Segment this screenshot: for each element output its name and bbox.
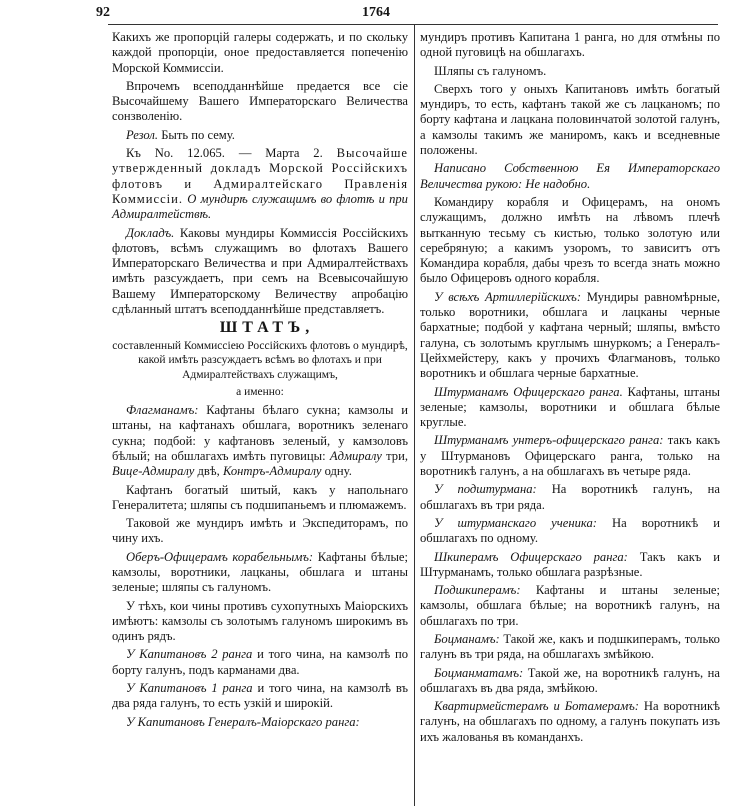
entry-label: Адмиралу xyxy=(329,448,382,463)
paragraph: Командиру корабля и Офицерамъ, на ономъ служащимъ, должно имѣть на лѣвомъ плечѣ вытканную тесьму съ кистью, только золотую или серебряную; а какимъ узоромъ, то зависитъ отъ Командира корабля, дабы чрезъ то всегда знать можно было Офицеровъ одного корабля. xyxy=(420,194,720,286)
entry-label: Оберъ-Офицерамъ корабельнымъ: xyxy=(126,549,314,564)
entry-artill xyxy=(420,290,720,382)
entry-kap2 xyxy=(112,647,408,678)
entry-genmaj xyxy=(112,715,408,730)
entry-uchenik xyxy=(420,516,720,547)
entry-text: Такой же, какъ и подшкиперамъ, только галунъ въ три ряда, на обшлагахъ змѣйкою. xyxy=(420,631,720,662)
entry-label: Вице-Адмиралу xyxy=(112,464,195,479)
entry-label: Квартирмейстерамъ и Ботамерамъ: xyxy=(434,699,639,714)
entry-flagmans xyxy=(112,403,408,479)
shtat-heading: ШТАТЪ, xyxy=(219,319,315,337)
report xyxy=(112,226,408,318)
decree-subject: О мундирѣ служащимъ во флотѣ и при Адмиралтействѣ. xyxy=(112,191,408,222)
paragraph: Таковой же мундиръ имѣть и Экспедиторамъ, по чину ихъ. xyxy=(112,516,408,546)
entry-kvartir xyxy=(420,699,720,745)
entry-label: Флагманамъ: xyxy=(126,403,199,418)
handwritten-note: Написано Собственною Ея Императорскаго Величества рукою: Не надобно. xyxy=(420,161,720,191)
column-divider xyxy=(414,24,415,806)
entry-shturm-off xyxy=(420,385,720,431)
entry-label: Шкиперамъ Офицерскаго ранга: xyxy=(434,549,628,564)
decree-prefix: Къ No. 12.065. — Марта 2. xyxy=(126,146,323,161)
entry-text: Мундиры равномѣрные, только воротники, обшлага и лацканы черные бархатные; подбой у кафтана черный; шляпы, вмѣсто галуна, съ золотымъ круглымъ шнуркомъ; а Генералъ-Цейхмейстеру, какъ у прочихъ Флагмановъ, только воротникъ и обшлага черные бархатные. xyxy=(420,289,720,381)
paragraph: Кафтанъ богатый шитый, какъ у напольнаго Генералитета; шляпы съ подшипаньемъ и плюмажемъ. xyxy=(112,482,408,512)
paragraph: Шляпы съ галуномъ. xyxy=(434,63,547,78)
paragraph: Сверхъ того у оныхъ Капитановъ имѣть богатый мундиръ, то есть, кафтанъ такой же съ лацканомъ; по борту кафтана и лацкана половинчатой золотой галунъ, а камзолы такимъ же маниромъ, какъ и вседневные положены. xyxy=(420,81,720,158)
entry-text: На воротникѣ галунъ, на обшлагахъ по одному, а галунъ покупать изъ ихъ жалованья въ команданхъ. xyxy=(420,699,720,744)
entry-label: Штурманамъ унтеръ-офицерскаго ранга: xyxy=(434,433,664,448)
entry-text: Кафтаны, штаны зеленые; камзолы, воротники и обшлага бѣлые круглые. xyxy=(420,384,720,430)
entry-label: У подштурмана: xyxy=(434,482,537,497)
entry-label: У всѣхъ Артиллерійскихъ: xyxy=(434,289,582,304)
entry-text: такъ какъ у Штурмановъ Офицерскаго ранга, только на воротникѣ галунъ, а на обшлагахъ въ четыре ряда. xyxy=(420,433,720,479)
entry-text: и того чина, на камзолѣ по борту галунъ, подъ карманами два. xyxy=(112,647,409,677)
paragraph: мундиръ противъ Капитана 1 ранга, но для отмѣны по одной пуговицѣ на обшлагахъ. xyxy=(420,30,720,60)
entry-label: Штурманамъ Офицерскаго ранга. xyxy=(434,384,623,399)
header-rule xyxy=(108,24,718,25)
entry-text: Кафтаны бѣлаго сукна; камзолы и штаны, на кафтанахъ обшлага, воротникъ зеленаго сукна; подбой: у кафтановъ зеленый, у камзоловъ бѣлый; на обшлагахъ имѣть пуговицы: xyxy=(112,403,408,463)
entry-text: Такъ какъ и Штурманамъ, только обшлага разрѣзные. xyxy=(420,549,720,579)
resolution xyxy=(112,128,408,143)
entry-text: На воротникѣ галунъ, на обшлагахъ въ три ряда. xyxy=(420,482,720,512)
entry-kap1 xyxy=(112,681,408,712)
entry-label: Контръ-Адмиралу xyxy=(222,464,322,479)
entry-podshkip xyxy=(420,583,720,629)
entry-text: На воротникѣ и обшлагахъ по одному. xyxy=(420,515,720,546)
entry-shturm-unt xyxy=(420,433,720,479)
decree-heading xyxy=(112,146,408,222)
entry-label: Подшкиперамъ: xyxy=(434,583,521,598)
entry-label: У Капитановъ 2 ранга xyxy=(126,647,253,662)
report-text: Каковы мундиры Коммиссія Россійскихъ флотовъ, всѣмъ служащимъ во флотахъ Вашего Императорскаго Величества и при Адмиралтействахъ имѣть разсуждаетъ, при семъ на Всевысочайшую Вашему Императорскому Величеству апробацію сдѣланный штатъ всеподданнѣйше представляетъ. xyxy=(112,225,408,317)
resolution-text: Быть по сему. xyxy=(161,127,235,142)
entry-ober xyxy=(112,550,408,596)
entry-label: У штурманскаго ученика: xyxy=(434,515,597,530)
paragraph: Впрочемъ всеподданнѣйше предается все сіе Высочайшему Вашего Императорскаго Величества сонзволенію. xyxy=(112,78,408,124)
entry-label: У Капитановъ 1 ранга xyxy=(126,681,253,696)
entry-botsman xyxy=(420,632,720,663)
report-label: Докладъ. xyxy=(126,225,175,240)
right-column xyxy=(420,30,720,748)
resolution-label: Резол. xyxy=(126,127,159,142)
entry-text: Кафтаны и штаны зеленые; камзолы, обшлага бѣлые; на воротникѣ галунъ, на обшлагахъ по три. xyxy=(420,583,720,628)
entry-botsmanmat xyxy=(420,666,720,697)
entry-text: три, xyxy=(386,448,408,463)
shtat-namely: а именно: xyxy=(236,386,284,399)
entry-text: Такой же, на воротникѣ галунъ, на обшлагахъ въ два ряда, змѣйкою. xyxy=(420,665,721,695)
shtat-subtitle: составленный Коммиссіею Россійскихъ флотовъ о мундирѣ, какой имѣть разсуждаетъ всѣмъ во флотахъ и при Адмиралтействахъ служащимъ, xyxy=(112,339,408,381)
entry-label: Боцманамъ: xyxy=(434,631,500,646)
entry-podshturm xyxy=(420,482,720,513)
entry-label: Боцманматамъ: xyxy=(434,665,524,680)
decree-title: Высочайше утвержденный докладъ Морской Россійскихъ флотовъ и Адмиралтейскаго Правленія Коммиссіи. xyxy=(112,146,408,206)
page-number: 92 xyxy=(96,5,110,20)
entry-text: Кафтаны бѣлые; камзолы, воротники, лацканы, обшлага и штаны зеленые; шляпы съ галуномъ. xyxy=(112,549,408,595)
entry-text: и того чина, на камзолѣ въ два ряда галунъ, то есть узкій и широкій. xyxy=(112,681,409,711)
left-column xyxy=(112,30,408,733)
year-heading: 1764 xyxy=(362,5,390,20)
paragraph: У тѣхъ, кои чины противъ сухопутныхъ Маіорскихъ имѣютъ: камзолы съ золотымъ галуномъ широкимъ въ одинъ рядъ. xyxy=(112,598,408,644)
paragraph: Какихъ же пропорцій галеры содержать, и по скольку каждой пропорціи, оное предоставляется попеченію Морской Коммиссіи. xyxy=(112,30,408,75)
entry-text: одну. xyxy=(324,464,352,479)
entry-text: двѣ, xyxy=(197,464,220,479)
entry-shkip xyxy=(420,550,720,581)
entry-label: У Капитановъ Генералъ-Маіорскаго ранга: xyxy=(126,714,360,729)
